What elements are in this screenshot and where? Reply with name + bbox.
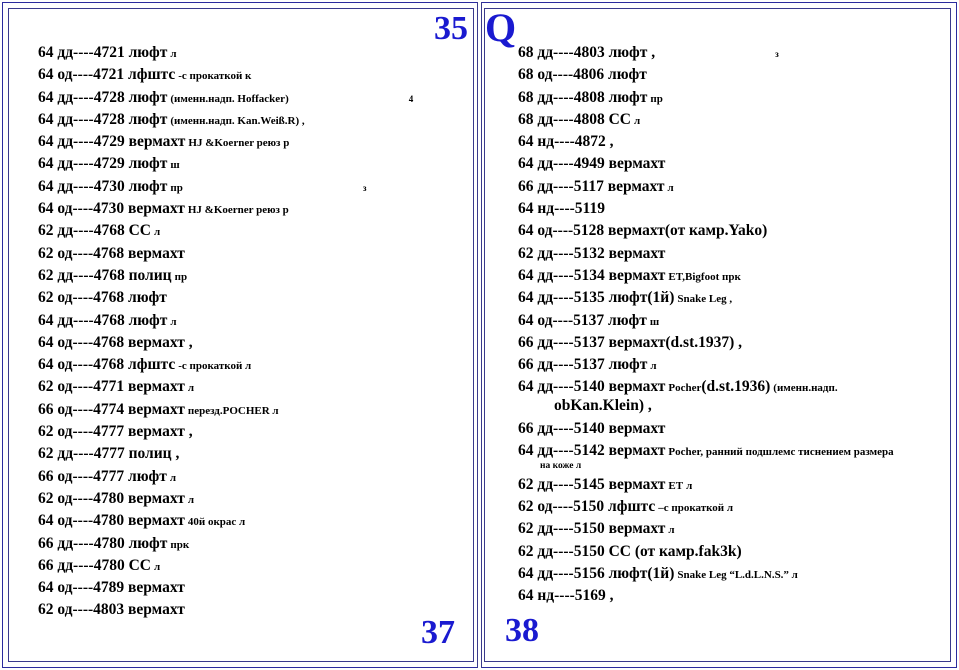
page-number-top-left: 35 <box>434 10 468 47</box>
entry-margin-mark: з <box>362 182 367 193</box>
entry-code: 66 дд----4780 СС <box>38 556 151 574</box>
entry-code: 64 нд----5119 <box>518 200 605 218</box>
list-item <box>518 498 948 517</box>
entry-code: 66 од----4774 вермахт <box>38 400 185 418</box>
list-item <box>518 44 948 63</box>
list-item <box>518 520 948 539</box>
entry-annotation: -с прокаткой л <box>178 360 252 373</box>
list-item <box>38 378 468 397</box>
list-item <box>38 44 468 63</box>
entry-code: 62 од----4777 вермахт , <box>38 423 193 441</box>
page-number-bottom-right: 38 <box>505 612 539 649</box>
entry-code: 68 дд----4803 люфт , <box>518 44 656 61</box>
list-item <box>518 66 948 85</box>
entry-code: 64 од----4768 лфштс <box>38 356 176 374</box>
entry-code: 64 дд----5156 люфт(1й) <box>518 565 675 583</box>
list-item <box>38 557 468 576</box>
entry-code: 68 дд----4808 люфт <box>518 88 648 106</box>
entry-margin-mark: з <box>775 49 779 59</box>
list-item <box>38 601 468 620</box>
entry-annotation: л <box>668 524 675 537</box>
list-item <box>518 155 948 174</box>
entry-code: 66 дд----5137 вермахт(d.st.1937) , <box>518 333 743 351</box>
list-item <box>38 312 468 331</box>
entry-code: 64 од----4768 вермахт , <box>38 333 193 351</box>
entry-code: 62 од----4768 вермахт <box>38 244 185 262</box>
list-item <box>38 111 468 130</box>
entry-annotation: Pocher <box>668 382 702 395</box>
entry-annotation: HJ &Koerner реюз р <box>187 204 289 217</box>
list-item <box>518 200 948 219</box>
entry-code: 64 дд----4728 люфт <box>38 110 168 128</box>
entry-code: 62 дд----4777 полиц , <box>38 445 180 463</box>
entry-code: 64 дд----4730 люфт <box>38 177 168 195</box>
list-item <box>518 267 948 286</box>
entry-annotation: Pocher, ранний подшлемс тиснением размера <box>668 445 894 458</box>
entry-annotation: –с прокаткой л <box>658 502 734 515</box>
entry-annotation-trailing: л <box>686 479 693 492</box>
entry-annotation: ET,Bigfoot прк <box>668 270 741 283</box>
entry-annotation: 40й окрас л <box>187 516 246 529</box>
entry-code: 64 дд----4728 люфт <box>38 88 168 106</box>
entry-code: 66 дд----5117 вермахт <box>518 177 665 195</box>
page-number-top-right: Q <box>485 5 517 50</box>
entry-annotation: Snake Leg “L.d.L.N.S.” л <box>677 569 798 582</box>
list-item <box>38 334 468 353</box>
entry-code: 64 од----5128 вермахт(от камр.Yako) <box>518 222 768 240</box>
entry-margin-mark: 4 <box>408 93 414 104</box>
list-item <box>38 401 468 420</box>
entry-code: 62 од----5150 лфштс <box>518 498 656 516</box>
list-item <box>38 490 468 509</box>
entry-code: 64 дд----5134 вермахт <box>518 266 666 284</box>
list-item <box>38 423 468 442</box>
list-item <box>38 89 468 108</box>
entry-annotation: пр <box>174 270 188 283</box>
entry-code: 62 дд----5145 вермахт <box>518 475 666 493</box>
list-item <box>518 111 948 130</box>
entry-code: 64 дд----4768 люфт <box>38 311 168 329</box>
page-number-bottom-left: 37 <box>421 614 455 651</box>
entry-code: 66 дд----4780 люфт <box>38 534 168 552</box>
entry-code: 68 од----4806 люфт <box>518 66 647 84</box>
entry-annotation: л <box>153 560 161 573</box>
list-item <box>38 579 468 598</box>
entry-annotation: л <box>650 360 657 373</box>
entry-code: 64 дд----5135 люфт(1й) <box>518 289 675 307</box>
list-item <box>518 222 948 241</box>
list-item <box>38 468 468 487</box>
entry-annotation: -с прокаткой к <box>178 70 252 83</box>
entry-code: 64 дд----4729 люфт <box>38 155 168 173</box>
list-item <box>518 289 948 308</box>
left-column-list <box>38 44 468 624</box>
list-item <box>38 200 468 219</box>
right-column-list <box>518 44 948 610</box>
list-item <box>518 312 948 331</box>
list-item <box>518 133 948 152</box>
entry-code: 64 од----4730 вермахт <box>38 200 185 218</box>
entry-code: 66 дд----5137 люфт <box>518 356 648 374</box>
entry-annotation: прк <box>170 538 190 551</box>
entry-code: 64 дд----5142 вермахт <box>518 441 666 459</box>
entry-code: 62 дд----5150 вермахт <box>518 520 666 538</box>
entry-code: 62 дд----5132 вермахт <box>518 244 666 262</box>
entry-code-suffix: (d.st.1936) <box>701 378 771 396</box>
entry-annotation: л <box>169 471 177 484</box>
list-item <box>38 289 468 308</box>
list-item <box>38 267 468 286</box>
entry-annotation-suffix: (именн.надп. <box>773 382 838 395</box>
entry-annotation: л <box>170 315 177 328</box>
entry-annotation: Snake Leg , <box>677 293 733 306</box>
list-item <box>38 535 468 554</box>
entry-code: 64 нд----5169 , <box>518 587 614 605</box>
entry-code: 62 дд----5150 СС (от камр.fak3k) <box>518 542 742 560</box>
entry-code: 62 дд----4768 СС <box>38 222 151 240</box>
list-item <box>38 445 468 464</box>
list-item <box>518 420 948 439</box>
entry-annotation: пр <box>650 92 663 105</box>
entry-code: 62 од----4780 вермахт <box>38 489 185 507</box>
list-item <box>38 245 468 264</box>
entry-code: 66 од----4777 люфт <box>38 467 167 485</box>
list-item <box>518 565 948 584</box>
entry-code: 64 дд----4949 вермахт <box>518 155 666 173</box>
entry-code: 62 од----4771 вермахт <box>38 378 185 396</box>
entry-code: 64 од----4780 вермахт <box>38 512 185 530</box>
list-item <box>518 587 948 606</box>
entry-code: 64 дд----5140 вермахт <box>518 378 666 396</box>
page-gutter <box>477 2 482 668</box>
list-item <box>38 512 468 531</box>
entry-code: 64 од----4789 вермахт <box>38 579 185 597</box>
entry-annotation: л <box>667 181 674 194</box>
entry-code: 64 дд----4729 вермахт <box>38 133 186 151</box>
list-item <box>38 133 468 152</box>
list-item <box>518 334 948 353</box>
list-item <box>38 178 468 197</box>
entry-annotation: HJ &Koerner реюз р <box>188 137 290 150</box>
entry-continuation: obKan.Klein) , <box>554 397 652 415</box>
list-item <box>38 356 468 375</box>
entry-annotation: (именн.надп. Kan.Weiß.R) , <box>170 114 305 127</box>
list-item <box>518 178 948 197</box>
entry-code: 64 од----5137 люфт <box>518 311 647 329</box>
entry-code: 66 дд----5140 вермахт <box>518 419 666 437</box>
entry-annotation: ET <box>668 479 684 492</box>
entry-annotation: л <box>170 48 177 60</box>
entry-annotation: л <box>153 226 161 239</box>
list-item <box>518 245 948 264</box>
entry-annotation: (именн.надп. Hoffacker) <box>170 92 289 105</box>
entry-continuation-note: на коже л <box>540 460 582 471</box>
list-item <box>518 356 948 375</box>
entry-annotation: ш <box>170 159 180 172</box>
entry-annotation: л <box>187 493 195 506</box>
list-item <box>518 543 948 562</box>
entry-annotation: л <box>187 382 195 395</box>
list-item <box>518 476 948 495</box>
entry-code: 68 дд----4808 СС <box>518 110 631 128</box>
entry-code: 64 од----4721 лфштс <box>38 66 176 84</box>
entry-annotation: ш <box>649 315 660 328</box>
list-item <box>38 155 468 174</box>
entry-annotation: перезд.POCHER л <box>187 404 279 417</box>
entry-code: 62 дд----4768 полиц <box>38 266 172 284</box>
list-item <box>518 378 948 416</box>
entry-code: 64 нд----4872 , <box>518 133 614 151</box>
list-item <box>38 66 468 85</box>
entry-code: 62 од----4803 вермахт <box>38 601 185 619</box>
entry-code: 62 од----4768 люфт <box>38 289 167 307</box>
list-item <box>518 89 948 108</box>
list-item <box>518 442 948 472</box>
entry-annotation: пр <box>170 181 183 194</box>
entry-annotation: л <box>633 114 641 127</box>
entry-code: 64 дд----4721 люфт <box>38 44 168 61</box>
list-item <box>38 222 468 241</box>
